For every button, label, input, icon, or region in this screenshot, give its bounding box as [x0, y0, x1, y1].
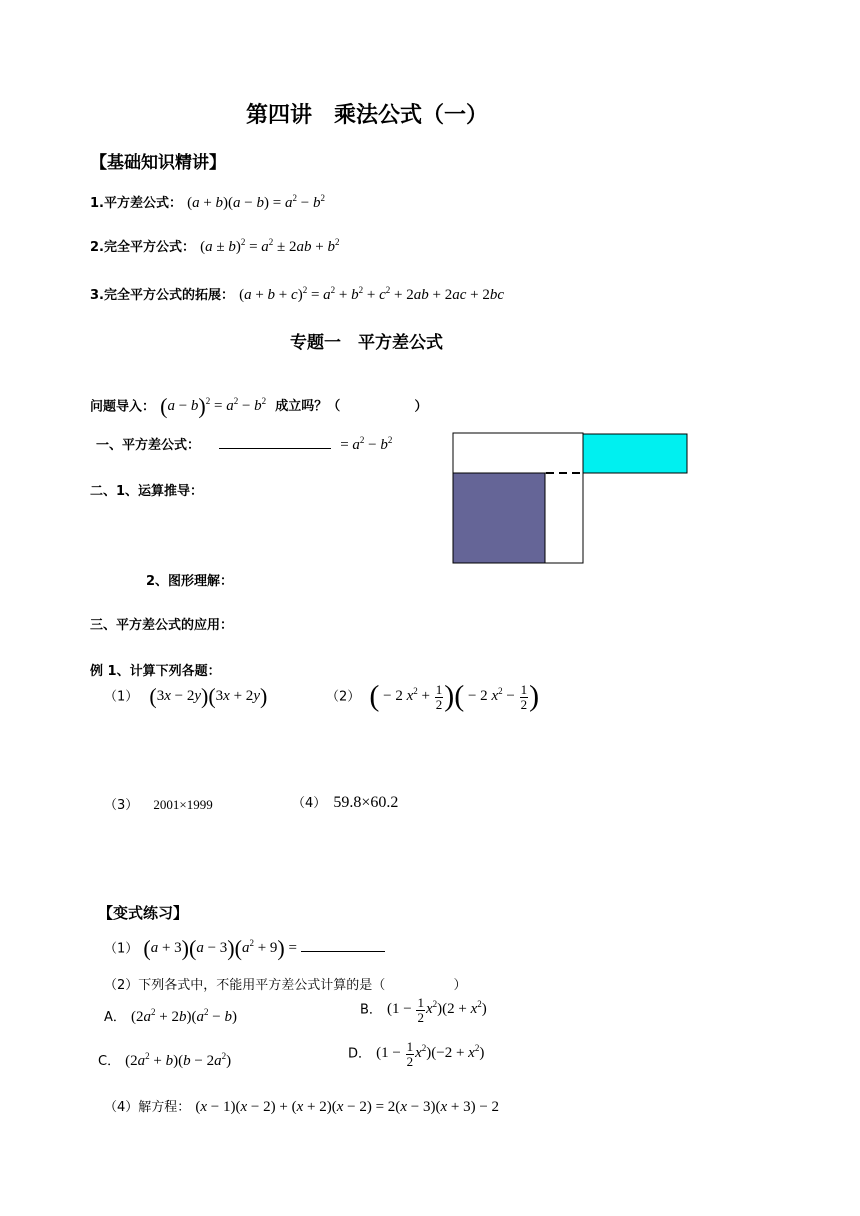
- option-expression: (1 − $\frac{1}{2}$ $x^2)(-2 + x^2)$: [376, 1039, 485, 1069]
- cyan-rectangle: [583, 434, 687, 473]
- part2-label: 二、1、运算推导：: [90, 484, 204, 499]
- question-intro: [90, 394, 427, 420]
- section-basic-knowledge: 【基础知识精讲】: [90, 153, 226, 173]
- page-title: 第四讲 乘法公式（一）: [246, 103, 489, 128]
- item-number: （1）: [104, 689, 139, 705]
- example-item-3: [104, 794, 213, 813]
- option-label: B．: [360, 1002, 382, 1018]
- item-number: （1）: [104, 941, 139, 957]
- option-expression: (1 − $\frac{1}{2}$ $x^2)(2 + x^2)$: [387, 995, 487, 1025]
- item-expression: (x − 1)(x − 2) + (x + 2)(x − 2) = 2(x − 3)(x + 3) − 2: [195, 1099, 500, 1115]
- variant-item-1: [104, 936, 385, 962]
- square-diagram: [452, 432, 692, 568]
- item-expression: $(a + 3)(a - 3)(a^2 + 9)$ =: [143, 936, 301, 961]
- item-expression: 2001×1999: [153, 797, 213, 812]
- question-intro-close: ）: [414, 399, 428, 415]
- formula-extension: [90, 284, 504, 304]
- question-intro-label: 问题导入：: [90, 399, 156, 415]
- option-a[interactable]: [104, 1006, 237, 1026]
- part1-expression: = $a^2 - b^2$: [340, 435, 393, 453]
- part2-sub-label: 2、图形理解：: [146, 574, 234, 589]
- item-expression: ( − 2 $x^2$ + $\frac{1}{2}$ )( − 2 $x^2$ − $\frac{1}{2}$ ): [369, 680, 540, 713]
- question-intro-suffix: 成立吗？（: [275, 399, 341, 415]
- question-expression: $(a - b)^2 = a^2 - b^2$: [160, 394, 267, 419]
- option-label: D．: [348, 1046, 372, 1062]
- formula-expression: $(a + b + c)^2 = a^2 + b^2 + c^2 + 2ab + 2ac + 2bc$: [239, 285, 505, 303]
- question-close: ）: [453, 978, 467, 993]
- example1-label: 例 1、计算下列各题：: [90, 664, 221, 679]
- option-label: A．: [104, 1010, 126, 1025]
- item-expression: 59.8×60.2: [333, 794, 399, 811]
- formula-label: 3.完全平方公式的拓展：: [90, 288, 234, 303]
- example-item-4: [292, 792, 398, 812]
- fill-in-blank[interactable]: [219, 448, 331, 449]
- formula-perfect-square: [90, 236, 339, 256]
- topic-heading: 专题一 平方差公式: [290, 333, 443, 353]
- formula-label: 1.平方差公式：: [90, 196, 182, 211]
- variant-item-2: [104, 974, 466, 993]
- item-number: （3）: [104, 798, 139, 813]
- fill-in-blank[interactable]: [301, 951, 385, 952]
- example-item-2: [326, 680, 539, 714]
- part3-label: 三、平方差公式的应用：: [90, 618, 234, 633]
- formula-difference-of-squares: [90, 192, 325, 212]
- purple-square: [453, 473, 545, 563]
- variant-item-4: [104, 1096, 499, 1116]
- formula-expression: $(a + b)(a - b) = a^2 - b^2$: [187, 193, 325, 211]
- item-expression: (3x − 2y)(3x + 2y): [149, 684, 268, 709]
- option-b[interactable]: [360, 996, 487, 1024]
- part1-label: 一、平方差公式：: [96, 438, 201, 453]
- option-c[interactable]: [98, 1050, 231, 1070]
- item-number: （4）: [292, 796, 327, 811]
- formula-expression: $(a \pm b)^2 = a^2 \pm 2ab + b^2$: [200, 237, 340, 255]
- option-label: C．: [98, 1054, 121, 1069]
- option-expression: $(2a^2 + 2b)(a^2 - b)$: [131, 1007, 237, 1025]
- option-d[interactable]: [348, 1040, 484, 1068]
- item-label: （4）解方程：: [104, 1100, 191, 1115]
- part1-line: [96, 434, 392, 454]
- section-variant-practice: 【变式练习】: [98, 904, 189, 922]
- formula-label: 2.完全平方公式：: [90, 240, 195, 255]
- example-item-1: [104, 684, 267, 710]
- option-expression: $(2a^2 + b)(b - 2a^2)$: [125, 1051, 232, 1069]
- item-number: （2）: [326, 689, 361, 705]
- question-text: （2）下列各式中，不能用平方差公式计算的是（: [104, 978, 386, 993]
